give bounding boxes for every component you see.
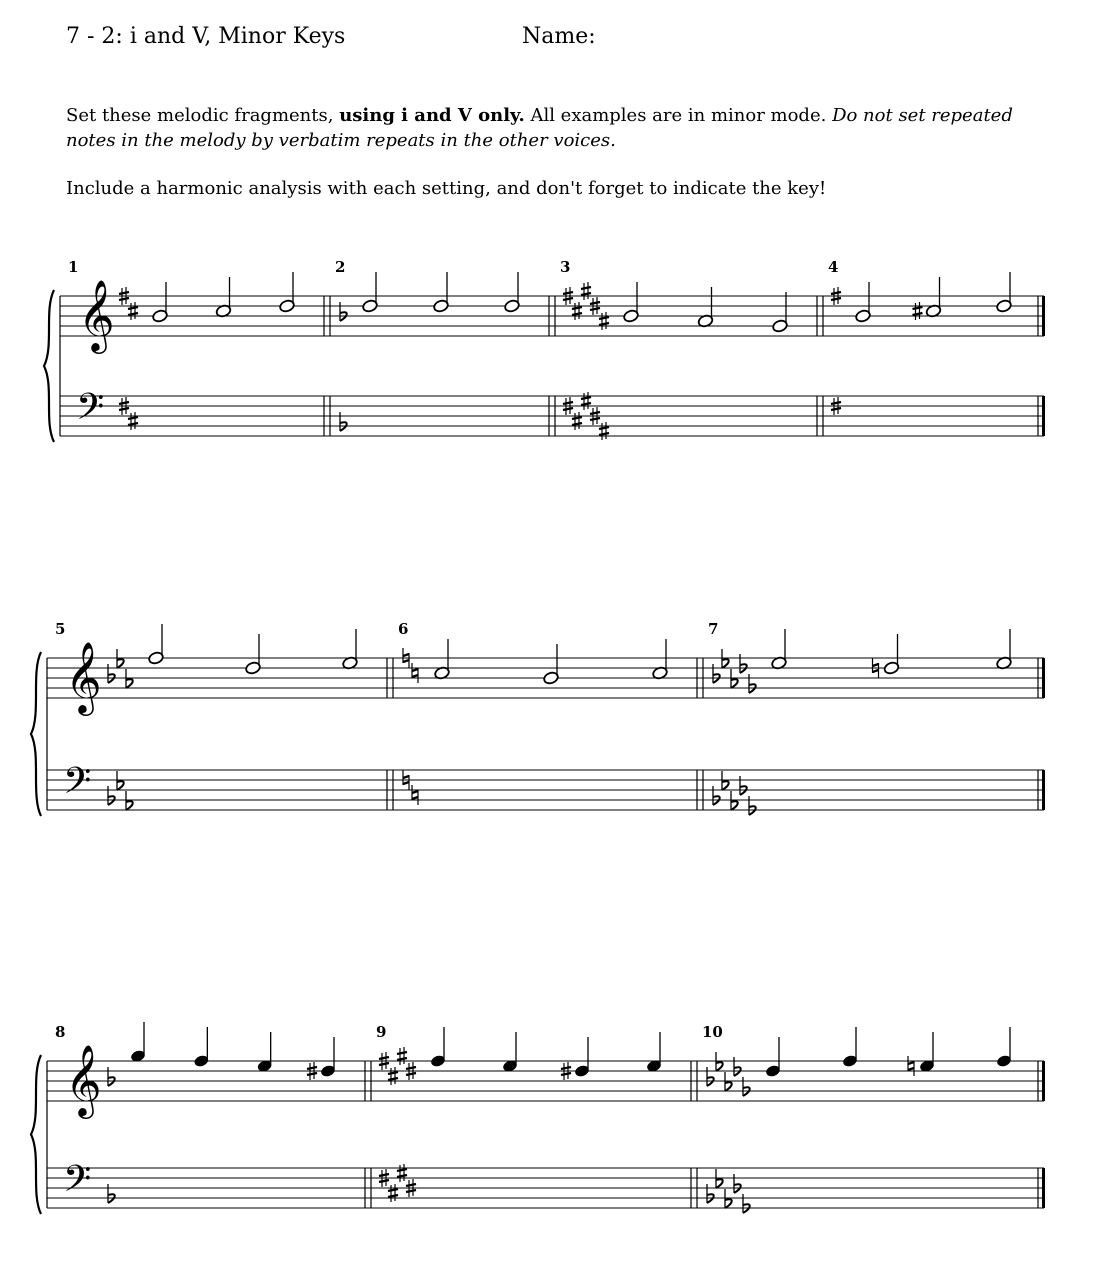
treble-clef-icon: 𝄞 — [65, 640, 102, 713]
exercise-9 — [376, 1023, 662, 1202]
exercise-number: 10 — [702, 1023, 723, 1041]
exercise-8 — [55, 1022, 336, 1209]
melody-note — [623, 282, 640, 323]
system-3 — [31, 1022, 1045, 1214]
exercise-10 — [702, 1023, 1012, 1213]
key-signature-flat-icon — [108, 664, 115, 683]
melody-note — [193, 1027, 210, 1068]
key-signature-flat-icon — [740, 654, 747, 673]
key-signature-flat-icon — [740, 776, 747, 795]
melody-note — [908, 1032, 935, 1076]
exercise-6 — [398, 620, 668, 805]
instruction-text-b: All examples are in minor mode. — [524, 105, 833, 126]
melody-note — [543, 644, 560, 685]
instructions-paragraph-2: Include a harmonic analysis with each setting, and don't forget to indicate the key! — [66, 178, 827, 199]
key-signature-flat-icon — [340, 412, 347, 431]
instruction-text-a: Set these melodic fragments, — [66, 105, 340, 126]
key-signature-flat-icon — [749, 796, 756, 815]
key-signature-flat-icon — [734, 1174, 741, 1193]
final-barline — [1042, 770, 1045, 810]
key-signature-flat-icon — [108, 1067, 115, 1086]
system-2 — [31, 620, 1045, 816]
exercise-number: 7 — [708, 620, 719, 638]
melody-note — [772, 292, 789, 333]
melody-note — [996, 272, 1013, 313]
key-signature-sharp-icon — [128, 302, 138, 320]
instruction-emphasis: using i and V only. — [339, 105, 525, 126]
final-barline — [1042, 658, 1045, 698]
melody-note — [765, 1037, 782, 1078]
key-signature-sharp-icon — [599, 312, 609, 330]
melody-note — [842, 1027, 859, 1068]
melody-note — [771, 629, 788, 670]
key-signature-flat-icon — [713, 786, 720, 805]
melody-note — [561, 1037, 590, 1080]
melody-note — [652, 639, 669, 680]
accidental-natural-icon — [908, 1056, 914, 1076]
brace-icon — [44, 290, 54, 442]
melody-note — [996, 629, 1013, 670]
exercise-number: 9 — [376, 1023, 387, 1041]
treble-clef-icon: 𝄞 — [78, 278, 115, 351]
key-signature-natural-icon — [412, 785, 418, 805]
melody-note — [697, 287, 714, 328]
final-barline — [1042, 1061, 1045, 1101]
system-1 — [44, 258, 1045, 442]
melody-note — [855, 282, 872, 323]
melody-note — [873, 634, 900, 678]
key-signature-flat-icon — [707, 1184, 714, 1203]
melody-note — [430, 1027, 447, 1068]
exercise-7 — [708, 620, 1012, 815]
exercise-number: 6 — [398, 620, 409, 638]
name-label: Name: — [522, 24, 596, 49]
melody-note — [646, 1032, 663, 1073]
exercise-2 — [335, 258, 520, 431]
melody-note — [342, 629, 359, 670]
final-barline — [1042, 296, 1045, 336]
key-signature-flat-icon — [749, 674, 756, 693]
brace-icon — [31, 1055, 41, 1214]
key-signature-flat-icon — [108, 1184, 115, 1203]
melody-note — [130, 1022, 147, 1063]
bass-clef-icon: 𝄢 — [63, 1158, 92, 1209]
melody-note — [307, 1037, 336, 1080]
final-barline — [1042, 1168, 1045, 1208]
key-signature-flat-icon — [743, 1077, 750, 1096]
melody-note — [256, 1032, 273, 1073]
key-signature-sharp-icon — [128, 412, 138, 430]
key-signature-sharp-icon — [572, 302, 582, 320]
key-signature-flat-icon — [734, 1057, 741, 1076]
key-signature-flat-icon — [713, 664, 720, 683]
final-barline — [1042, 396, 1045, 436]
exercise-number: 8 — [55, 1023, 66, 1041]
key-signature-flat-icon — [743, 1194, 750, 1213]
melody-note — [245, 634, 262, 675]
melody-note — [215, 277, 232, 318]
bass-clef-icon: 𝄢 — [76, 386, 105, 437]
key-signature-flat-icon — [108, 786, 115, 805]
melody-note — [996, 1027, 1013, 1068]
melody-note — [434, 639, 451, 680]
instruction-italic: Do not set repeated notes in the melody by verbatim repeats in the other voices. — [66, 105, 1013, 151]
exercise-number: 4 — [828, 258, 839, 276]
key-signature-sharp-icon — [388, 1184, 398, 1202]
worksheet-title: 7 - 2: i and V, Minor Keys — [66, 24, 346, 49]
exercise-1 — [68, 258, 295, 437]
melody-note — [152, 282, 169, 323]
exercise-3 — [560, 258, 788, 440]
key-signature-flat-icon — [707, 1067, 714, 1086]
melody-note — [433, 272, 450, 313]
key-signature-natural-icon — [412, 663, 418, 683]
melody-note — [148, 624, 165, 665]
exercise-5 — [55, 620, 358, 811]
exercise-number: 5 — [55, 620, 66, 638]
key-signature-sharp-icon — [397, 1164, 407, 1182]
key-signature-flat-icon — [340, 302, 347, 321]
melody-note — [279, 272, 296, 313]
exercise-number: 3 — [560, 258, 571, 276]
key-signature-sharp-icon — [388, 1067, 398, 1085]
key-signature-sharp-icon — [599, 422, 609, 440]
exercise-number: 2 — [335, 258, 346, 276]
accidental-sharp-icon — [913, 302, 923, 320]
bass-clef-icon: 𝄢 — [63, 760, 92, 811]
exercise-number: 1 — [68, 258, 79, 276]
key-signature-sharp-icon — [581, 282, 591, 300]
melody-note — [502, 1032, 519, 1073]
melody-note — [362, 272, 379, 313]
treble-clef-icon: 𝄞 — [65, 1043, 102, 1116]
key-signature-sharp-icon — [572, 412, 582, 430]
melody-note — [504, 272, 521, 313]
key-signature-sharp-icon — [581, 392, 591, 410]
brace-icon — [31, 652, 41, 816]
key-signature-sharp-icon — [397, 1047, 407, 1065]
melody-note — [913, 277, 942, 320]
